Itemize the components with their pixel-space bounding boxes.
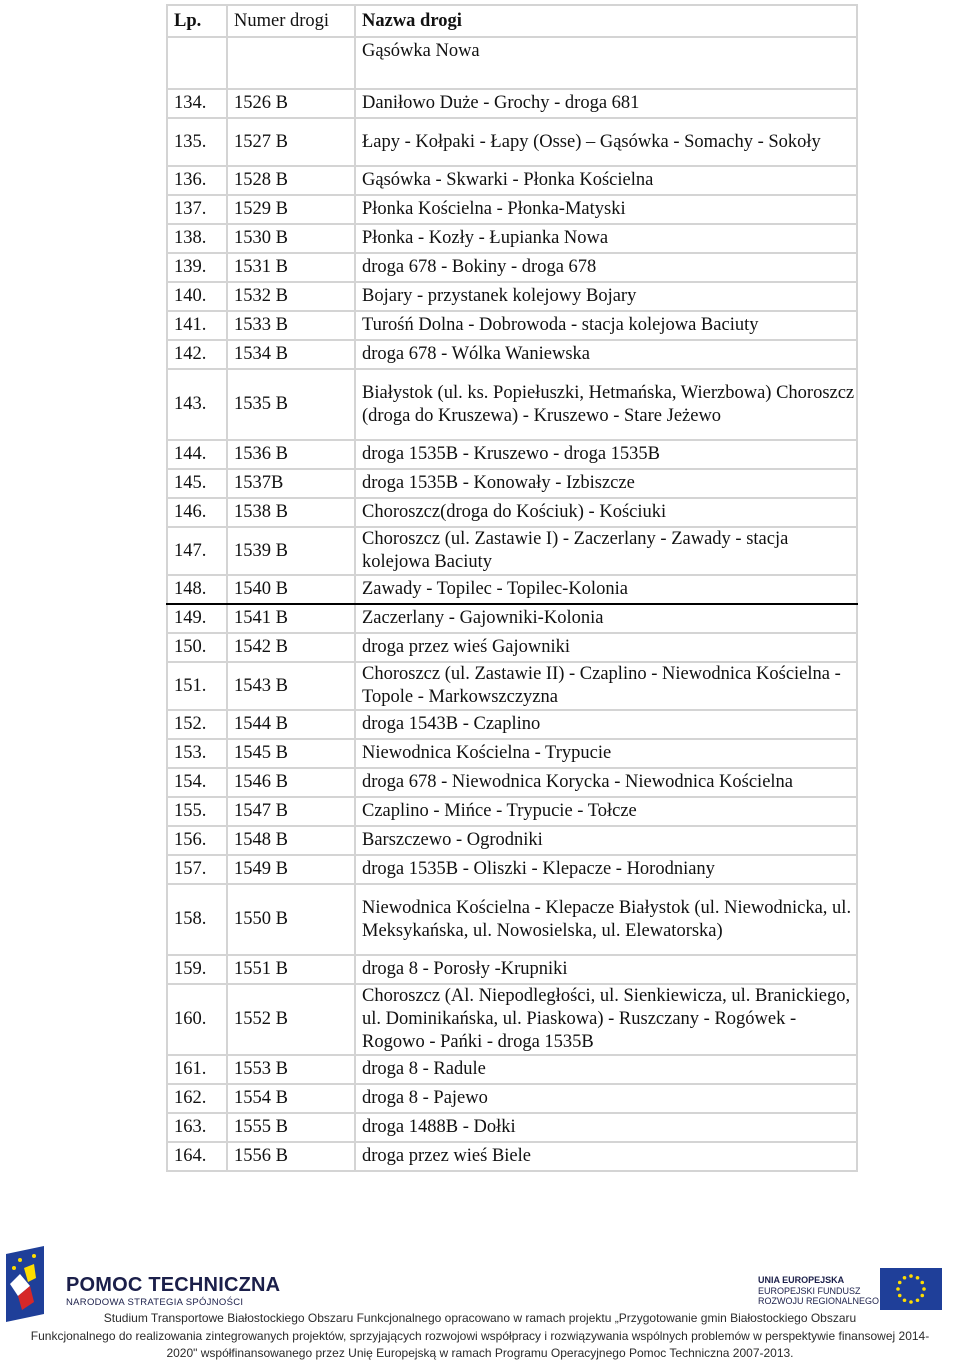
row-lp: 143. xyxy=(167,369,227,440)
table-row xyxy=(167,118,857,166)
row-road-name: Niewodnica Kościelna - Klepacze Białystok (ul. Niewodnicka, ul. Meksykańska, ul. Nowosielska, ul. Elewatorska) xyxy=(355,884,857,955)
eu-star-icon xyxy=(909,1300,913,1304)
row-road-name: Zaczerlany - Gajowniki-Kolonia xyxy=(355,604,857,633)
row-road-number: 1537B xyxy=(227,469,355,498)
row-road-name: Choroszcz (ul. Zastawie I) - Zaczerlany - Zawady - stacja kolejowa Baciuty xyxy=(355,527,857,575)
row-road-number: 1539 B xyxy=(227,527,355,575)
table-row xyxy=(167,797,857,826)
row-road-name: droga 1535B - Oliszki - Klepacze - Horodniany xyxy=(355,855,857,884)
row-lp: 137. xyxy=(167,195,227,224)
row-lp: 145. xyxy=(167,469,227,498)
row-road-number: 1534 B xyxy=(227,340,355,369)
row-lp: 154. xyxy=(167,768,227,797)
pomoc-techniczna-title: POMOC TECHNICZNA xyxy=(66,1274,281,1296)
row-lp: 164. xyxy=(167,1142,227,1171)
row-road-name: droga przez wieś Biele xyxy=(355,1142,857,1171)
row-road-number: 1552 B xyxy=(227,984,355,1055)
row-lp: 141. xyxy=(167,311,227,340)
table-row xyxy=(167,282,857,311)
row-lp: 150. xyxy=(167,633,227,662)
row-road-name: Choroszcz(droga do Kościuk) - Kościuki xyxy=(355,498,857,527)
header-name: Nazwa drogi xyxy=(355,5,857,37)
eu-star-icon xyxy=(916,1276,920,1280)
row-road-number: 1535 B xyxy=(227,369,355,440)
continuation-row xyxy=(167,37,857,89)
row-road-number: 1553 B xyxy=(227,1055,355,1084)
table-row xyxy=(167,340,857,369)
row-road-name: Turośń Dolna - Dobrowoda - stacja kolejowa Baciuty xyxy=(355,311,857,340)
row-road-name: droga 1488B - Dołki xyxy=(355,1113,857,1142)
row-lp: 146. xyxy=(167,498,227,527)
row-road-name: Choroszcz (ul. Zastawie II) - Czaplino - Niewodnica Kościelna - Topole - Markowszczyzna xyxy=(355,662,857,710)
row-road-number: 1526 B xyxy=(227,89,355,118)
row-road-name: droga 8 - Porosły -Krupniki xyxy=(355,955,857,984)
row-road-number: 1542 B xyxy=(227,633,355,662)
row-road-name: droga 8 - Radule xyxy=(355,1055,857,1084)
table-row xyxy=(167,984,857,1055)
row-road-name: droga 8 - Pajewo xyxy=(355,1084,857,1113)
row-lp: 158. xyxy=(167,884,227,955)
row-lp: 151. xyxy=(167,662,227,710)
row-lp: 135. xyxy=(167,118,227,166)
row-road-name: Czaplino - Mińce - Trypucie - Tołcze xyxy=(355,797,857,826)
table-row xyxy=(167,662,857,710)
row-lp: 136. xyxy=(167,166,227,195)
row-road-name: droga 678 - Bokiny - droga 678 xyxy=(355,253,857,282)
table-row xyxy=(167,498,857,527)
eu-star-icon xyxy=(920,1281,924,1285)
row-lp: 134. xyxy=(167,89,227,118)
row-road-name: droga przez wieś Gajowniki xyxy=(355,633,857,662)
footer-text xyxy=(0,1310,960,1363)
table-row xyxy=(167,575,857,604)
table-row xyxy=(167,884,857,955)
table-row xyxy=(167,195,857,224)
row-road-number: 1544 B xyxy=(227,710,355,739)
table-row xyxy=(167,527,857,575)
table-row xyxy=(167,1055,857,1084)
eu-star-icon xyxy=(903,1276,907,1280)
row-road-name: Niewodnica Kościelna - Trypucie xyxy=(355,739,857,768)
continuation-lp xyxy=(167,37,227,89)
row-road-number: 1549 B xyxy=(227,855,355,884)
row-road-number: 1555 B xyxy=(227,1113,355,1142)
ue-label xyxy=(758,1275,879,1307)
continuation-name: Gąsówka Nowa xyxy=(355,37,857,89)
row-lp: 152. xyxy=(167,710,227,739)
table-row xyxy=(167,768,857,797)
footer-text-line2: Funkcjonalnego do realizowania zintegrowanych projektów, sprzyjających rozwojowi współpracy i rozwiązywania wspólnych problemów w perspektywie finansowej 2014- xyxy=(30,1328,930,1343)
ue-label-line3: ROZWOJU REGIONALNEGO xyxy=(758,1296,880,1306)
row-road-number: 1554 B xyxy=(227,1084,355,1113)
row-road-number: 1550 B xyxy=(227,884,355,955)
continuation-number xyxy=(227,37,355,89)
table-row xyxy=(167,604,857,633)
row-road-number: 1538 B xyxy=(227,498,355,527)
row-road-name: Zawady - Topilec - Topilec-Kolonia xyxy=(355,575,857,604)
table-row xyxy=(167,253,857,282)
table-row xyxy=(167,166,857,195)
table-row xyxy=(167,955,857,984)
row-road-number: 1541 B xyxy=(227,604,355,633)
row-lp: 156. xyxy=(167,826,227,855)
table-row xyxy=(167,469,857,498)
row-road-name: droga 678 - Wólka Waniewska xyxy=(355,340,857,369)
row-lp: 153. xyxy=(167,739,227,768)
pomoc-techniczna-subtitle: NARODOWA STRATEGIA SPÓJNOŚCI xyxy=(66,1297,244,1308)
row-road-number: 1528 B xyxy=(227,166,355,195)
row-lp: 149. xyxy=(167,604,227,633)
footer-text-line3: 2020" współfinansowanego przez Unię Europejską w ramach Programu Operacyjnego Pomoc Techniczna 2007-2013. xyxy=(166,1346,794,1360)
eu-star-icon xyxy=(896,1287,900,1291)
row-road-number: 1529 B xyxy=(227,195,355,224)
table-header xyxy=(167,5,857,37)
table-row xyxy=(167,311,857,340)
row-road-number: 1543 B xyxy=(227,662,355,710)
row-road-number: 1530 B xyxy=(227,224,355,253)
row-lp: 148. xyxy=(167,575,227,604)
row-road-name: Bojary - przystanek kolejowy Bojary xyxy=(355,282,857,311)
row-road-name: Płonka - Kozły - Łupianka Nowa xyxy=(355,224,857,253)
row-lp: 138. xyxy=(167,224,227,253)
row-road-number: 1536 B xyxy=(227,440,355,469)
row-road-number: 1547 B xyxy=(227,797,355,826)
row-lp: 162. xyxy=(167,1084,227,1113)
eu-flag-icon xyxy=(880,1268,942,1310)
row-lp: 160. xyxy=(167,984,227,1055)
row-road-name: Choroszcz (Al. Niepodległości, ul. Sienkiewicza, ul. Branickiego, ul. Dominikańska, ul. Piaskowa) - Ruszczany - Rogówek - Rogowo - Pańki - droga 1535B xyxy=(355,984,857,1055)
ue-label-line1: UNIA EUROPEJSKA xyxy=(758,1275,845,1285)
eu-star-icon xyxy=(898,1294,902,1298)
table-row xyxy=(167,369,857,440)
table-row xyxy=(167,1113,857,1142)
eu-star-icon xyxy=(903,1298,907,1302)
row-road-number: 1556 B xyxy=(227,1142,355,1171)
table-row xyxy=(167,224,857,253)
row-road-number: 1548 B xyxy=(227,826,355,855)
row-road-name: droga 678 - Niewodnica Korycka - Niewodnica Kościelna xyxy=(355,768,857,797)
row-lp: 155. xyxy=(167,797,227,826)
row-lp: 163. xyxy=(167,1113,227,1142)
row-lp: 157. xyxy=(167,855,227,884)
eu-star-icon xyxy=(916,1298,920,1302)
table-row xyxy=(167,440,857,469)
row-lp: 139. xyxy=(167,253,227,282)
table-row xyxy=(167,826,857,855)
row-road-name: Barszczewo - Ogrodniki xyxy=(355,826,857,855)
row-road-name: Łapy - Kołpaki - Łapy (Osse) – Gąsówka - Somachy - Sokoły xyxy=(355,118,857,166)
table-row xyxy=(167,855,857,884)
eu-star-icon xyxy=(909,1274,913,1278)
row-road-number: 1540 B xyxy=(227,575,355,604)
eu-star-icon xyxy=(898,1281,902,1285)
table-row xyxy=(167,89,857,118)
row-road-name: Płonka Kościelna - Płonka-Matyski xyxy=(355,195,857,224)
row-lp: 140. xyxy=(167,282,227,311)
row-lp: 144. xyxy=(167,440,227,469)
table-row xyxy=(167,633,857,662)
table-body xyxy=(167,37,857,1171)
ue-label-line2: EUROPEJSKI FUNDUSZ xyxy=(758,1285,861,1296)
row-road-name: Gąsówka - Skwarki - Płonka Kościelna xyxy=(355,166,857,195)
eu-star-icon xyxy=(922,1287,926,1291)
row-road-number: 1527 B xyxy=(227,118,355,166)
row-lp: 161. xyxy=(167,1055,227,1084)
page-footer xyxy=(0,1240,960,1361)
header-lp: Lp. xyxy=(167,5,227,37)
eu-star-icon xyxy=(920,1294,924,1298)
row-road-name: Daniłowo Duże - Grochy - droga 681 xyxy=(355,89,857,118)
row-road-number: 1551 B xyxy=(227,955,355,984)
row-road-name: droga 1543B - Czaplino xyxy=(355,710,857,739)
footer-text-line1: Studium Transportowe Białostockiego Obszaru Funkcjonalnego opracowano w ramach projektu „Przygotowanie gmin Białostockiego Obszaru xyxy=(103,1311,857,1325)
table-row xyxy=(167,1084,857,1113)
row-road-number: 1533 B xyxy=(227,311,355,340)
row-road-name: droga 1535B - Kruszewo - droga 1535B xyxy=(355,440,857,469)
row-road-number: 1545 B xyxy=(227,739,355,768)
table-row xyxy=(167,710,857,739)
row-lp: 142. xyxy=(167,340,227,369)
roads-table xyxy=(166,4,858,1172)
table-row xyxy=(167,739,857,768)
row-road-name: droga 1535B - Konowały - Izbiszcze xyxy=(355,469,857,498)
table-row xyxy=(167,1142,857,1171)
row-road-number: 1532 B xyxy=(227,282,355,311)
row-lp: 159. xyxy=(167,955,227,984)
row-road-number: 1546 B xyxy=(227,768,355,797)
header-number: Numer drogi xyxy=(227,5,355,37)
row-road-number: 1531 B xyxy=(227,253,355,282)
row-lp: 147. xyxy=(167,527,227,575)
row-road-name: Białystok (ul. ks. Popiełuszki, Hetmańska, Wierzbowa) Choroszcz (droga do Kruszewa) - Kruszewo - Stare Jeżewo xyxy=(355,369,857,440)
